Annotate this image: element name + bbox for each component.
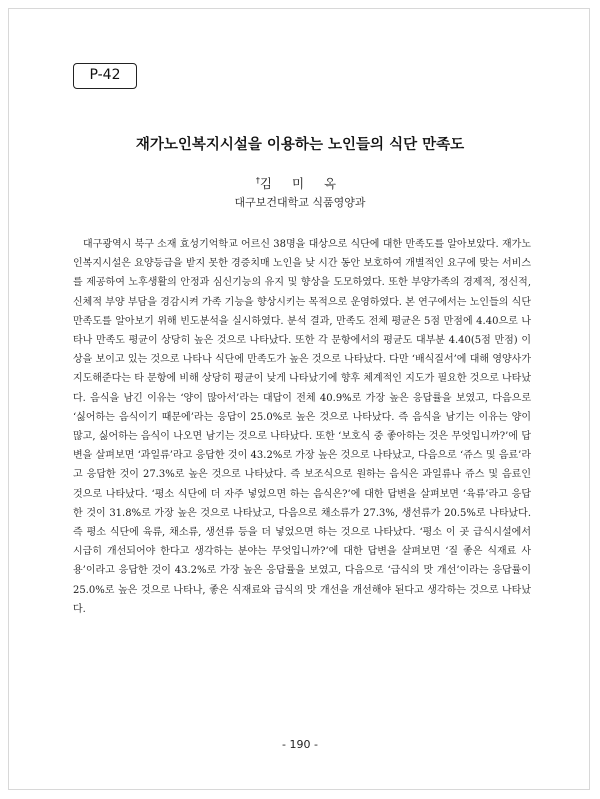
abstract-body: 대구광역시 북구 소재 효성기억학교 어르신 38명을 대상으로 식단에 대한 만족도를 알아보았다. 재가노인복지시설은 요양등급을 받지 못한 경증치매 노인을 낮 시간 동안 보호하여 개별적인 요구에 맞는 서비스를 제공하여 노후생활의 안정과 심신기능의 유지 및 향상을 도모하였다. 또한 부양가족의 경제적, 정신적, 신체적 부양 부담을 경감시켜 가족 기능을 향상시키는 목적으로 운영하였다. 본 연구에서는 노인들의 식단 만족도를 알아보기 위해 빈도분석을 실시하였다. 분석 결과, 만족도 전체 평균은 5점 만점에 4.40으로 나타나 만족도 평균이 상당히 높은 것으로 나타났다. 또한 각 문항에서의 평균도 대부분 4.40(5점 만점) 이상을 보이고 있는 것으로 나타나 식단에 만족도가 높은 것으로 나타났다. 다만 ‘배식질서’에 대해 영양사가 지도해준다는 타 문항에 비해 상당히 평균이 낮게 나타났기에 향후 체계적인 지도가 필요한 것으로 나타났다. 음식을 남긴 이유는 ‘양이 많아서’라는 대답이 전체 40.9%로 가장 높은 응답률을 보였고, 다음으로 ‘싫어하는 음식이기 때문에’라는 응답이 25.0%로 높은 것으로 나타났다. 즉 음식을 남기는 이유는 양이 많고, 싫어하는 음식이 나오면 남기는 것으로 나타났다. 또한 ‘보호식 중 좋아하는 것은 무엇입니까?’에 답변을 살펴보면 ‘과일류’라고 응답한 것이 43.2%로 가장 높은 것으로 나타났고, 다음으로 ‘쥬스 및 음료’라고 응답한 것이 27.3%로 높은 것으로 나타났다. 즉 보조식으로 원하는 음식은 과일류나 쥬스 및 음료인 것으로 나타났다. ‘평소 식단에 더 자주 넣었으면 하는 음식은?’에 대한 답변을 살펴보면 ‘육류’라고 응답한 것이 31.8%로 가장 높은 것으로 나타났고, 다음으로 채소류가 27.3%, 생선류가 20.5%로 나타났다. 즉 평소 식단에 육류, 채소류, 생선류 등을 더 넣었으면 하는 것으로 나타났다. ‘평소 이 곳 급식시설에서 시급히 개선되어야 한다고 생각하는 분야는 무엇입니까?’에 대한 답변을 살펴보면 ‘질 좋은 식재료 사용’이라고 응답한 것이 43.2%로 가장 높은 응답률을 보였고, 다음으로 ‘급식의 맛 개선’이라는 응답률이 25.0%로 높은 것으로 나타나, 좋은 식재료와 급식의 맛 개선을 개선해야 된다고 생각하는 것으로 나타났다. [73,239,531,615]
author-line [0,174,600,192]
corresponding-author-marker: † [255,175,260,185]
author-name: 김 미 옥 [259,176,345,191]
author-affiliation: 대구보건대학교 식품영양과 [234,196,366,209]
poster-id-badge: P-42 [73,63,137,89]
paper-title: 재가노인복지시설을 이용하는 노인들의 식단 만족도 [135,137,465,153]
page-number: - 190 - [282,738,318,751]
